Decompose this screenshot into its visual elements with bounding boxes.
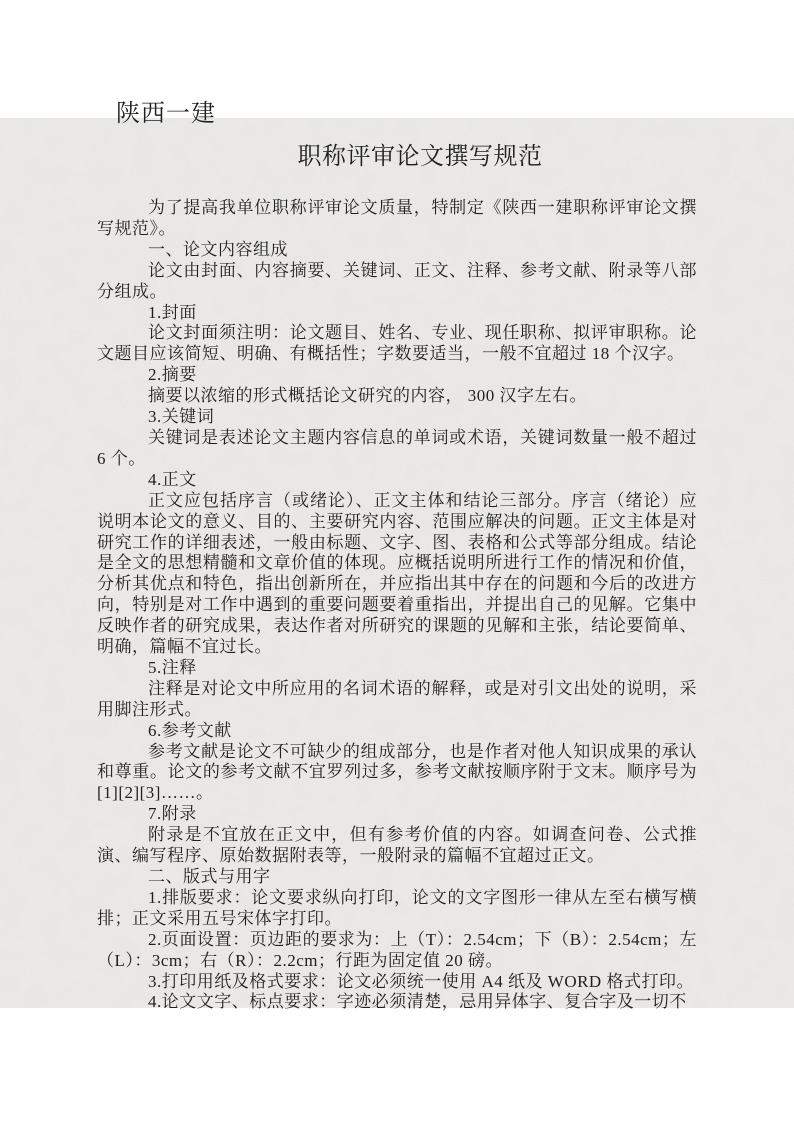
body-paragraph: 2.页面设置：页边距的要求为：上（T）：2.54cm；下（B）：2.54cm；左（L）：3cm；右（R）：2.2cm；行距为固定值 20 磅。: [97, 929, 697, 970]
body-paragraph: 4.正文: [148, 469, 197, 489]
body-paragraph: 论文封面须注明：论文题目、姓名、专业、现任职称、拟评审职称。论文题目应该简短、明确、有概括性；字数要适当，一般不宜超过 18 个汉字。: [97, 323, 697, 364]
body-paragraph: 5.注释: [148, 657, 197, 677]
body-paragraph: 正文应包括序言（或绪论）、正文主体和结论三部分。序言（绪论）应说明本论文的意义、目的、主要研究内容、范围应解决的问题。正文主体是对研究工作的详细表述，一般由标题、文字、图、表格和公式等部分组成。结论是全文的思想精髓和文章价值的体现。应概括说明所进行工作的情况和价值，分析其优点和特色，指出创新所在，并应指出其中存在的问题和今后的改进方向，特别是对工作中遇到的重要问题要着重指出，并提出自己的见解。它集中反映作者的研究成果，表达作者对所研究的课题的见解和主张，结论要简单、明确，篇幅不宜过长。: [97, 490, 697, 657]
doc-header: 陕西一建: [116, 101, 216, 127]
body-paragraph: 4.论文文字、标点要求：字迹必须清楚，忌用异体字、复合字及一切不: [148, 992, 687, 1012]
doc-title: 职称评审论文撰写规范: [297, 144, 543, 170]
body-paragraph: 关键词是表述论文主题内容信息的单词或术语，关键词数量一般不超过 6 个。: [97, 427, 697, 468]
body-paragraph: 注释是对论文中所应用的名词术语的解释，或是对引文出处的说明，采用脚注形式。: [97, 678, 697, 719]
body-paragraph: 参考文献是论文不可缺少的组成部分，也是作者对他人知识成果的承认和尊重。论文的参考文献不宜罗列过多，参考文献按顺序附于文末。顺序号为[1][2][3]……。: [97, 741, 697, 803]
body-paragraph: 6.参考文献: [148, 720, 232, 740]
body-paragraph: 二、版式与用字: [148, 867, 271, 886]
body-paragraph: 为了提高我单位职称评审论文质量，特制定《陕西一建职称评审论文撰写规范》。: [97, 198, 697, 238]
body-paragraph: 一、论文内容组成: [148, 239, 288, 259]
body-paragraph: 附录是不宜放在正文中，但有参考价值的内容。如调查问卷、公式推演、编写程序、原始数据附表等，一般附录的篇幅不宜超过正文。: [97, 825, 697, 866]
doc-body: [97, 198, 697, 1013]
body-paragraph: 摘要以浓缩的形式概括论文研究的内容， 300 汉字左右。: [148, 386, 587, 406]
body-paragraph: 3.打印用纸及格式要求：论文必须统一使用 A4 纸及 WORD 格式打印。: [148, 971, 694, 991]
body-paragraph: 3.关键词: [148, 407, 215, 427]
body-paragraph: 1.排版要求：论文要求纵向打印，论文的文字图形一律从左至右横写横排；正文采用五号宋体字打印。: [97, 887, 697, 928]
body-paragraph: 7.附录: [148, 804, 197, 824]
body-paragraph: 论文由封面、内容摘要、关键词、正文、注释、参考文献、附录等八部分组成。: [97, 260, 697, 301]
body-paragraph: 2.摘要: [148, 365, 197, 385]
body-paragraph: 1.封面: [148, 302, 197, 322]
